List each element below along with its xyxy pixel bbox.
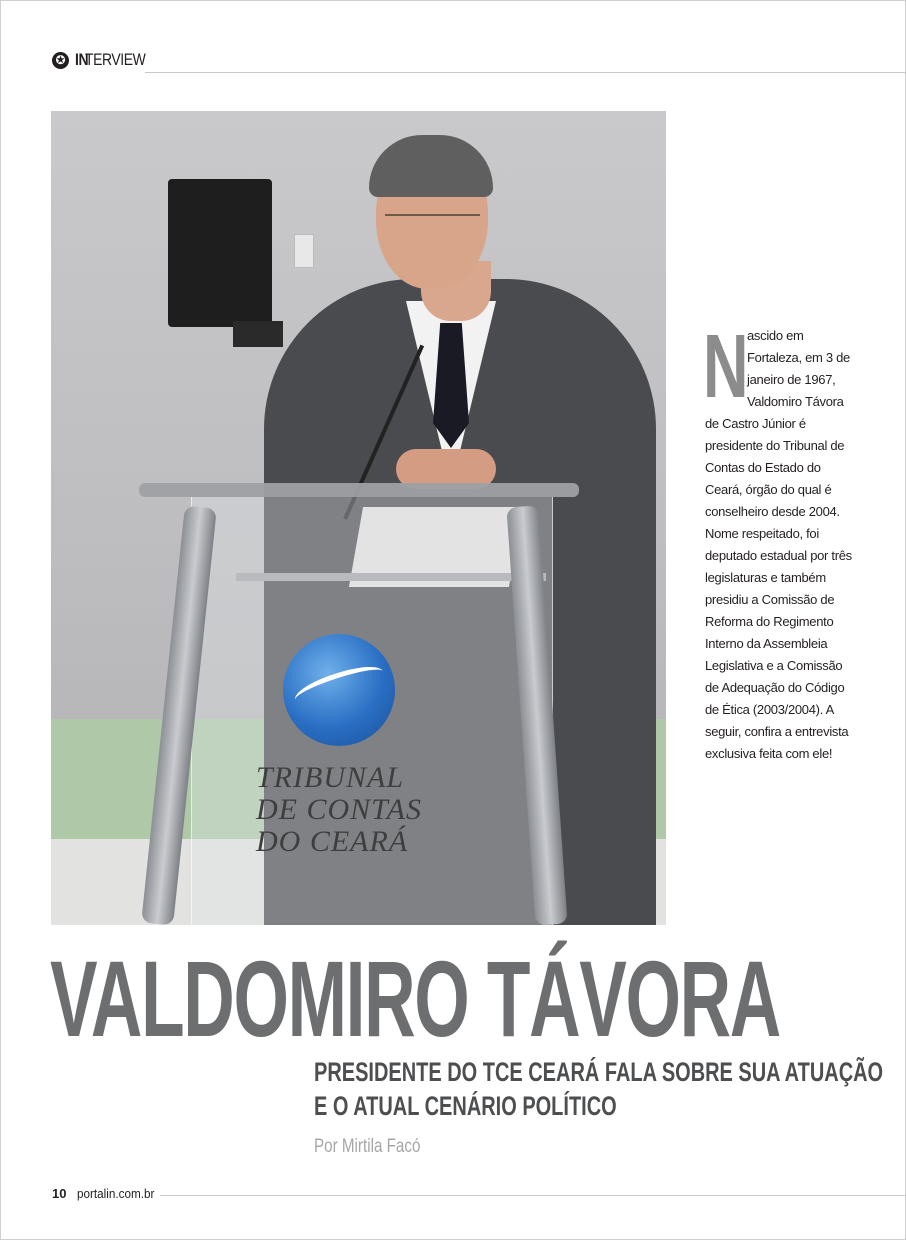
podium-top — [139, 483, 579, 497]
speaker-bracket — [233, 321, 283, 347]
footer-divider — [160, 1195, 906, 1196]
interview-photo — [51, 111, 666, 925]
section-label-rest: TERVIEW — [85, 50, 146, 69]
podium-inscription-line: DO CEARÁ — [256, 825, 409, 858]
header-divider — [145, 72, 906, 73]
podium-inscription — [256, 762, 422, 858]
author-byline: Por Mirtila Facó — [314, 1136, 421, 1157]
loudspeaker — [168, 179, 272, 327]
intro-text: ascido em Fortaleza, em 3 de janeiro de 1967, Valdomiro Távora de Castro Júnior é presidente do Tribunal de Contas do Estado do Ceará, órgão do qual é conselheiro desde 2004. Nome respeitado, foi deputado estadual por três legislaturas e também presidiu a Comissão de Reforma do Regimento Interno da Assembleia Legislativa e a Comissão de Adequação do Código de Ética (2003/2004). A seguir, confira a entrevista exclusiva feita com ele! — [705, 328, 852, 761]
section-header — [52, 50, 159, 70]
podium-inscription-line: DE CONTAS — [256, 793, 422, 826]
footer-website: portalin.com.br — [77, 1186, 155, 1201]
article-subtitle — [314, 1055, 884, 1123]
star-circle-icon: ✪ — [52, 52, 69, 69]
subtitle-line: PRESIDENTE DO TCE CEARÁ FALA SOBRE SUA ATUAÇÃO — [314, 1057, 884, 1087]
intro-paragraph — [703, 317, 855, 765]
subtitle-line: E O ATUAL CENÁRIO POLÍTICO — [314, 1091, 617, 1121]
wall-outlet — [294, 234, 314, 268]
page-number: 10 — [52, 1186, 67, 1201]
person-hair — [369, 135, 493, 197]
podium-inscription-line: TRIBUNAL — [256, 761, 405, 794]
drop-cap: N — [703, 317, 749, 417]
article-title: VALDOMIRO TÁVORA — [50, 938, 780, 1059]
podium-shelf — [236, 573, 546, 581]
person-glasses — [385, 214, 480, 238]
section-label-bold: IN — [75, 50, 89, 69]
